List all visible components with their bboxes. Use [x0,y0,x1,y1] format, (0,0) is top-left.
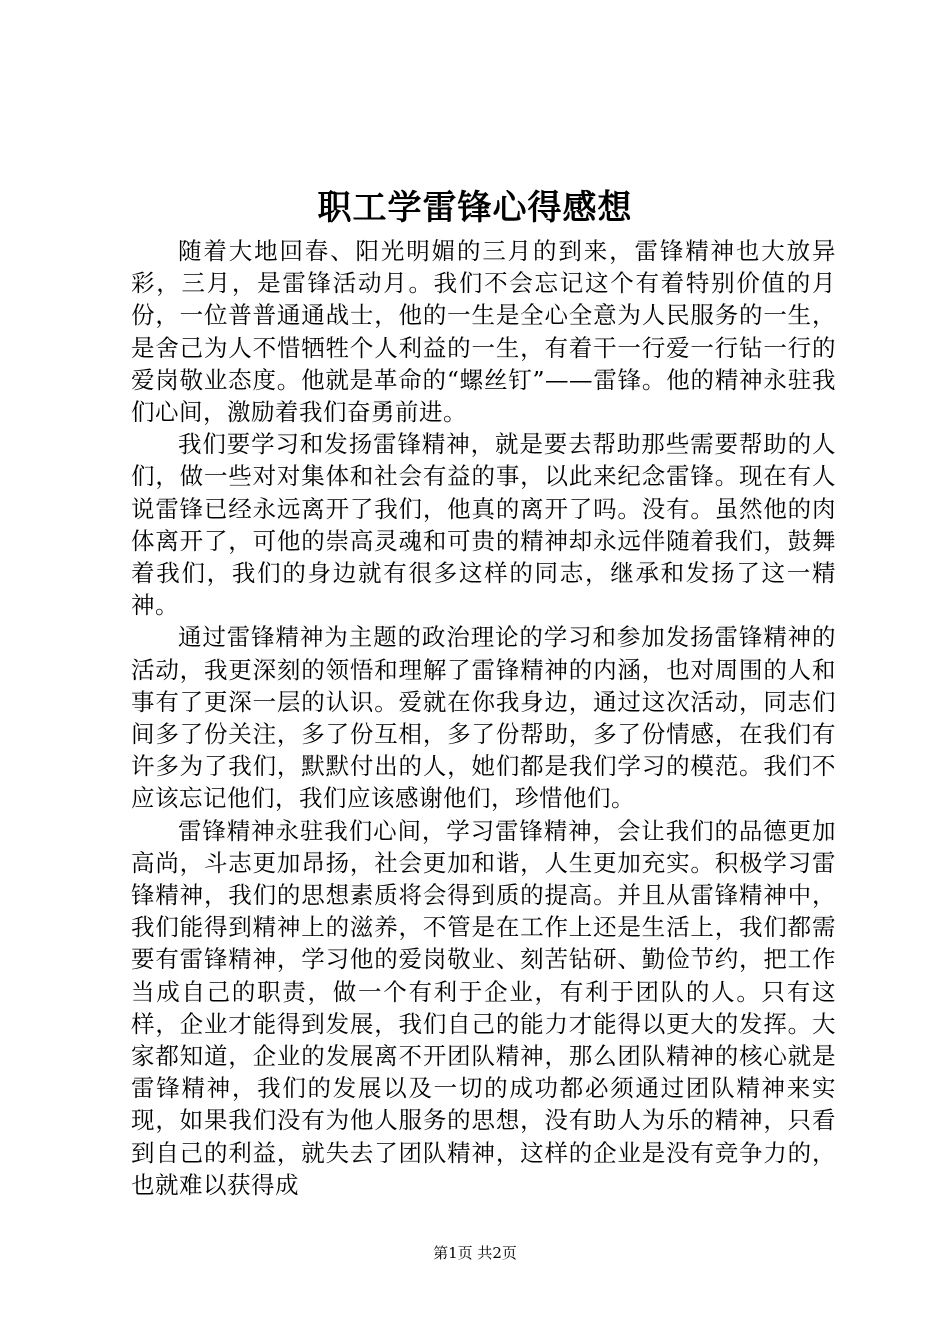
document-title: 职工学雷锋心得感想 [317,188,633,228]
paragraph-2: 我们要学习和发扬雷锋精神，就是要去帮助那些需要帮助的人们，做一些对对集体和社会有益的事，以此来纪念雷锋。现在有人说雷锋已经永远离开了我们，他真的离开了吗。没有。虽然他的肉体离开了，可他的崇高灵魂和可贵的精神却永远伴随着我们，鼓舞着我们，我们的身边就有很多这样的同志，继承和发扬了这一精神。 [131,430,836,620]
paragraph-4: 雷锋精神永驻我们心间，学习雷锋精神，会让我们的品德更加高尚，斗志更加昂扬，社会更加和谐，人生更加充实。积极学习雷锋精神，我们的思想素质将会得到质的提高。并且从雷锋精神中，我们能得到精神上的滋养，不管是在工作上还是生活上，我们都需要有雷锋精神，学习他的爱岗敬业、刻苦钻研、勤俭节约，把工作当成自己的职责，做一个有利于企业，有利于团队的人。只有这样，企业才能得到发展，我们自己的能力才能得以更大的发挥。大家都知道，企业的发展离不开团队精神，那么团队精神的核心就是雷锋精神，我们的发展以及一切的成功都必须通过团队精神来实现，如果我们没有为他人服务的思想，没有助人为乐的精神，只看到自己的利益，就失去了团队精神，这样的企业是没有竞争力的，也就难以获得成 [131,816,836,1199]
document-body [131,235,836,1201]
page-footer: 第1页 共2页 [433,1244,517,1262]
paragraph-3: 通过雷锋精神为主题的政治理论的学习和参加发扬雷锋精神的活动，我更深刻的领悟和理解了雷锋精神的内涵，也对周围的人和事有了更深一层的认识。爱就在你我身边，通过这次活动，同志们间多了份关注，多了份互相，多了份帮助，多了份情感，在我们有许多为了我们，默默付出的人，她们都是我们学习的模范。我们不应该忘记他们，我们应该感谢他们，珍惜他们。 [131,623,836,813]
paragraph-1: 随着大地回春、阳光明媚的三月的到来，雷锋精神也大放异彩，三月，是雷锋活动月。我们不会忘记这个有着特别价值的月份，一位普普通通战士，他的一生是全心全意为人民服务的一生，是舍己为人不惜牺牲个人利益的一生，有着干一行爱一行钻一行的爱岗敬业态度。他就是革命的“螺丝钉”——雷锋。他的精神永驻我们心间，激励着我们奋勇前进。 [131,237,836,427]
